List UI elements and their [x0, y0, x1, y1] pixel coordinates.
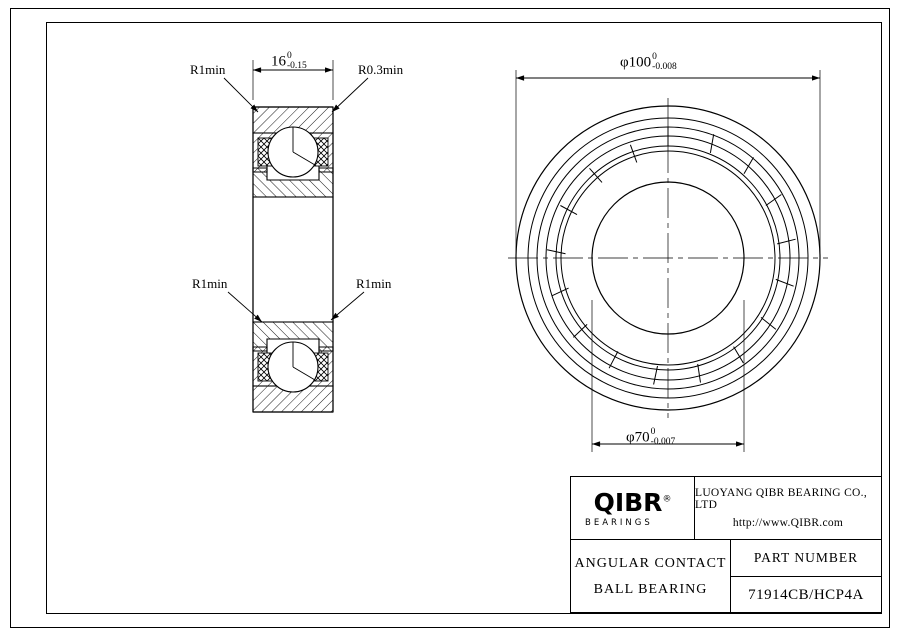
dimension-width-upper: 0: [287, 51, 292, 61]
title-block: [570, 476, 882, 613]
product-description-line2: BALL BEARING: [593, 582, 708, 597]
dimension-outer-diameter: [620, 53, 677, 73]
dimension-od-upper: 0: [652, 52, 657, 62]
dimension-od-symbol: φ: [620, 54, 629, 71]
label-r1min-bottom-left: R1min: [192, 276, 228, 291]
company-info: [695, 487, 881, 529]
part-number-section: [731, 540, 881, 614]
label-r1min-bottom-right: R1min: [356, 276, 392, 291]
dimension-width-lower: -0.15: [287, 60, 307, 71]
label-r03min-top-right: R0.3min: [358, 62, 404, 77]
dimension-bore-nominal: 70: [634, 429, 650, 446]
part-number-value: 71914CB/HCP4A: [748, 587, 864, 603]
part-number-header: PART NUMBER: [731, 540, 881, 577]
brand-logo-text: [594, 490, 672, 515]
label-r1min-top-left: R1min: [190, 62, 226, 77]
dimension-width-nominal: 16: [271, 53, 286, 70]
dimension-bore-upper: 0: [650, 427, 656, 437]
brand-name: QIBR: [593, 488, 663, 517]
dimension-od-nominal: 100: [628, 54, 652, 71]
dimension-od-lower: -0.008: [652, 61, 677, 72]
title-block-body: [571, 540, 881, 614]
dimension-width: [271, 52, 307, 72]
registered-trademark-icon: ®: [662, 494, 672, 505]
product-description-line1: ANGULAR CONTACT: [574, 556, 727, 571]
brand-subtitle: BEARINGS: [585, 518, 653, 528]
title-block-header: [571, 477, 881, 540]
company-name: LUOYANG QIBR BEARING CO., LTD: [695, 487, 868, 511]
dimension-bore-lower: -0.007: [650, 436, 676, 447]
product-description: [571, 540, 731, 614]
dimension-bore-symbol: φ: [626, 429, 635, 446]
dimension-bore-diameter: [626, 428, 675, 448]
brand-logo: [571, 477, 695, 539]
company-website[interactable]: http://www.QIBR.com: [732, 517, 844, 529]
